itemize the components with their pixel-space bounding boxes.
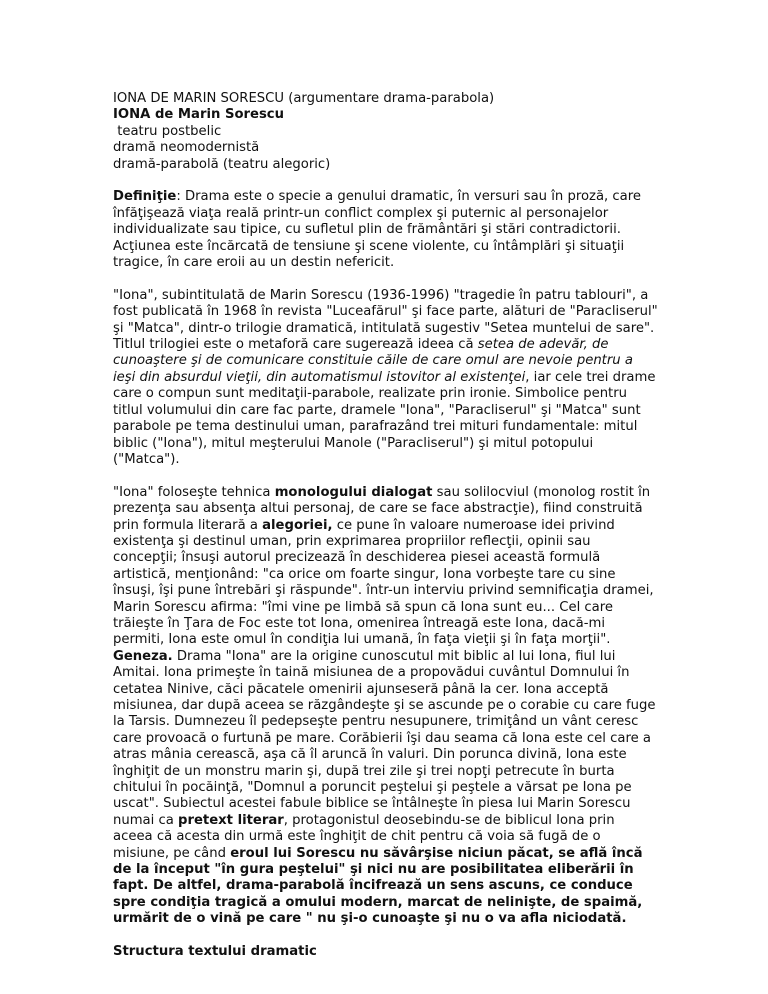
geneza-label: Geneza. [113,648,173,664]
definition-paragraph [113,189,658,271]
intro-text-end: , iar cele trei drame care o compun sunt meditaţii-parabole, realizate prin ironie. Simbolice pentru titlul volumului din care fac parte, dramele "Iona", "Paracliserul" şi "Matca" sunt parabole pe tema destinului uman, parafrazând trei mituri fundamentale: mitul biblic ("Iona"), mitul meşterului Manole ("Paracliserul") şi mitul potopului ("Matca"). [113,369,656,467]
tag-line: dramă neomodernistă [113,140,260,156]
monolog-bold-term: monologului dialogat [274,484,433,500]
definition-text: : Drama este o specie a genului dramatic, în versuri sau în proză, care înfăţişează viaţa reală printr-un conflict complex şi puternic al personajelor individualizate sau tipice, cu sufletul plin de frământări şi stări contradictorii. Acţiunea este încărcată de tensiune şi scene violente, cu întâmplări şi situaţii tragice, în care eroii au un destin nefericit. [113,189,641,271]
section-heading [113,944,658,960]
alegoria-bold-term: alegoriei, [262,517,333,533]
document-subtitle [113,107,658,123]
definition-label: Definiţie [113,189,177,205]
pretext-bold-term: pretext literar [178,812,284,828]
document-page [113,91,658,960]
intro-italic-text: setea de adevăr, de cunoaştere şi de comunicare constituie căile de care omul are nevoie pentru a ieşi din absurdul vieţii, din automatismul istovitor al existenţei [113,337,633,385]
geneza-text: , protagonistul deosebindu-se de biblicul Iona prin aceea că acesta din urmă este înghiţit de chit pentru că voia să fugă de o misiune, pe când [113,812,615,861]
subtitle-text: IONA de Marin Sorescu [113,107,285,123]
document-title: IONA DE MARIN SORESCU (argumentare drama-parabola) [113,91,495,106]
monolog-text-end: ce pune în valoare numeroase idei privind existenţa şi destinul uman, prin exprimarea propriilor reflecţii, opinii sau concepţii; însuşi autorul precizează în deschiderea piesei această formulă artistică, menţionând: "ca orice om foarte singur, Iona vorbeşte tare cu sine însuşi, îşi pune întrebări şi răspunde". într-un interviu privind semnificaţia dramei, Marin Sorescu afirma: "îmi vine pe limbă să spun că Iona sunt eu... Cel care trăieşte în Ţara de Foc este tot Iona, omenirea întreagă este Iona, dacă-mi permiti, Iona este omul în condiţia lui umană, în faţa vieţii şi în faţa morţii". [113,517,654,648]
intro-text: "Iona", subintitulată de Marin Sorescu (1936-1996) "tragedie în patru tablouri", a fost publicată în 1968 în revista "Luceafărul" şi face parte, alături de "Paracliserul" şi "Matca", dintr-o trilogie dramatică, intitulată sugestiv "Setea muntelui de sare". Titlul trilogiei este o metaforă care sugerează ideea că [113,287,658,353]
section-heading-text: Structura textului dramatic [113,944,317,960]
monolog-text: sau solilocviul (monolog rostit în prezenţa sau absenţa altui personaj, de care se face abstracţie), fiind construită prin formula literară a [113,484,651,533]
geneza-paragraph [113,649,658,928]
geneza-text: Drama "Iona" are la origine cunoscutul mit biblic al lui Iona, fiul lui Amitai. Iona primeşte în taină misiunea de a propovădui cuvântul Domnului în cetatea Ninive, căci păcatele omenirii ajunseseră până la cer. Iona acceptă misiunea, dar după aceea se răzgândeşte şi se ascunde pe o corabie cu care fuge la Tarsis. Dumnezeu îl pedepseşte pentru nesupunere, trimiţând un vânt ceresc care provoacă o furtună pe mare. Corăbierii îşi dau seama că Iona este cel care a atras mânia cerească, aşa că îl aruncă în valuri. Din porunca divină, Iona este înghiţit de un monstru marin şi, după trei zile şi trei nopţi petrecute în burta chitului în pocăinţă, "Domnul a poruncit peştelui şi peştele a vărsat pe Iona pe uscat". Subiectul acestei fabule biblice se întâlneşte în piesa lui Marin Sorescu numai ca [113,648,656,828]
tag-line: dramă-parabolă (teatru alegoric) [113,156,331,172]
monolog-text: "Iona" foloseşte tehnica [113,484,275,500]
geneza-bold-conclusion: eroul lui Sorescu nu săvârşise niciun păcat, se află încă de la început "în gura peştelui" şi nici nu are posibilitatea eliberării în fapt. De altfel, drama-parabolă încifrează un sens ascuns, ce conduce spre condiţia tragică a omului modern, marcat de nelinişte, de spaimă, urmărit de o vină pe care " nu şi-o cunoaşte şi nu o va afla niciodată. [113,845,643,927]
intro-paragraph [113,288,658,468]
monolog-paragraph [113,485,658,649]
tag-line: teatru postbelic [113,123,222,139]
